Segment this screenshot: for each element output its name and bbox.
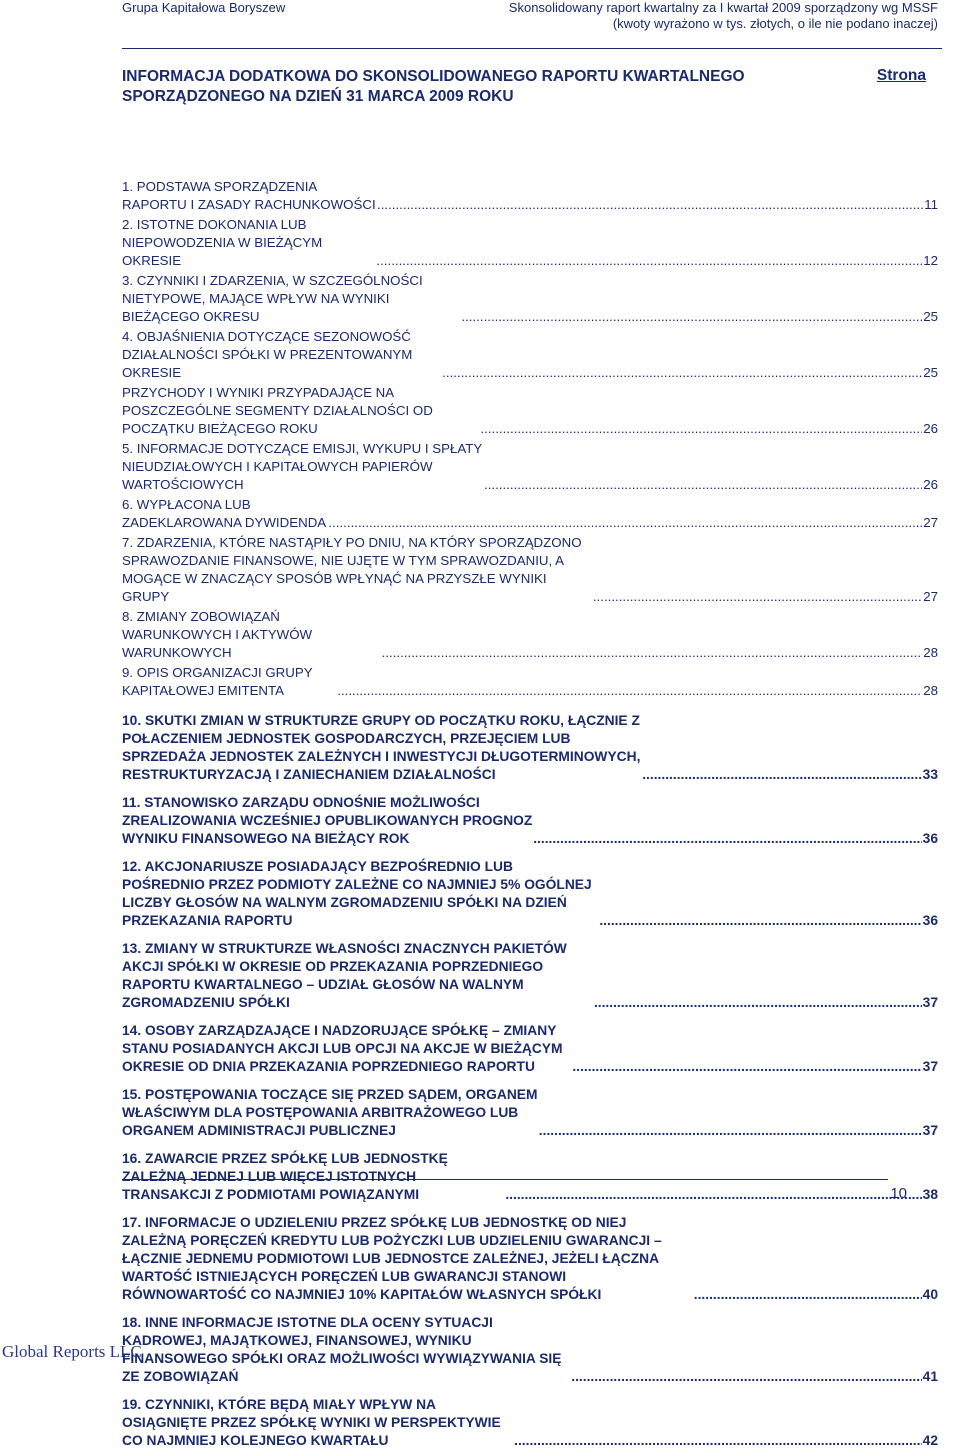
toc-entry-9[interactable]: 9. OPIS ORGANIZACJI GRUPY KAPITAŁOWEJ EMITENTA ..... 28	[122, 664, 938, 700]
page-number: 10	[890, 1185, 907, 1202]
page-column-heading: Strona	[876, 67, 926, 84]
toc-entry-14[interactable]: 14. OSOBY ZARZĄDZAJĄCE I NADZORUJĄCE SPÓŁKĘ – ZMIANY STANU POSIADANYCH AKCJI LUB OPCJI NA AKCJE W BIEŻĄCYM OKRESIE OD DNIA PRZEKAZANIA POPRZEDNIEGO RAPORTU ..... 37	[122, 1022, 938, 1076]
toc-entry-4[interactable]: 4. OBJAŚNIENIA DOTYCZĄCE SEZONOWOŚĆ DZIAŁALNOŚCI SPÓŁKI W PREZENTOWANYM OKRESIE ..... 25	[122, 328, 938, 382]
toc-entry-12[interactable]: 12. AKCJONARIUSZE POSIADAJĄCY BEZPOŚREDNIO LUB POŚREDNIO PRZEZ PODMIOTY ZALEŻNE CO NAJMNIEJ 5% OGÓLNEJ LICZBY GŁOSÓW NA WALNYM ZGROMADZENIU SPÓŁKI NA DZIEŃ PRZEKAZANIA RAPORTU ..... 36	[122, 858, 938, 930]
table-of-contents	[122, 178, 938, 1450]
toc-entry-13[interactable]: 13. ZMIANY W STRUKTURZE WŁASNOŚCI ZNACZNYCH PAKIETÓW AKCJI SPÓŁKI W OKRESIE OD PRZEKAZANIA POPRZEDNIEGO RAPORTU KWARTALNEGO – UDZIAŁ GŁOSÓW NA WALNYM ZGROMADZENIU SPÓŁKI ..... 37	[122, 940, 938, 1012]
document-title	[122, 67, 822, 107]
toc-entry-10[interactable]: 10. SKUTKI ZMIAN W STRUKTURZE GRUPY OD POCZĄTKU ROKU, ŁĄCZNIE Z POŁACZENIEM JEDNOSTEK GOSPODARCZYCH, PRZEJĘCIEM LUB SPRZEDAŻA JEDNOSTEK ZALEŻNYCH I INWESTYCJI DŁUGOTERMINOWYCH, RESTRUKTURYZACJĄ I ZANIECHANIEM DZIAŁALNOŚCI ..... 33	[122, 712, 938, 784]
toc-entry-18[interactable]: 18. INNE INFORMACJE ISTOTNE DLA OCENY SYTUACJI KADROWEJ, MAJĄTKOWEJ, FINANSOWEJ, WYNIKU FINANSOWEGO SPÓŁKI ORAZ MOŻLIWOŚCI WYWIĄZYWANIA SIĘ ZE ZOBOWIĄZAŃ ..... 41	[122, 1314, 938, 1386]
toc-entry-5[interactable]: 5. INFORMACJE DOTYCZĄCE EMISJI, WYKUPU I SPŁATY NIEUDZIAŁOWYCH I KAPITAŁOWYCH PAPIERÓW WARTOŚCIOWYCH ..... 26	[122, 440, 938, 494]
header-report-info	[509, 0, 938, 32]
toc-entry-segments[interactable]: PRZYCHODY I WYNIKI PRZYPADAJĄCE NA POSZCZEGÓLNE SEGMENTY DZIAŁALNOŚCI OD POCZĄTKU BIEŻĄCEGO ROKU ..... 26	[122, 384, 938, 438]
toc-entry-1[interactable]: 1. PODSTAWA SPORZĄDZENIA RAPORTU I ZASADY RACHUNKOWOŚCI ..... 11	[122, 178, 938, 214]
header-company: Grupa Kapitałowa Boryszew	[122, 0, 286, 15]
footer-divider	[122, 1179, 888, 1180]
toc-entry-6[interactable]: 6. WYPŁACONA LUB ZADEKLAROWANA DYWIDENDA ..... 27	[122, 496, 938, 532]
header-report-title: Skonsolidowany raport kwartalny za I kwartał 2009 sporządzony wg MSSF	[508, 0, 938, 15]
toc-entry-19[interactable]: 19. CZYNNIKI, KTÓRE BĘDĄ MIAŁY WPŁYW NA OSIĄGNIĘTE PRZEZ SPÓŁKĘ WYNIKI W PERSPEKTYWIE CO NAJMNIEJ KOLEJNEGO KWARTAŁU ..... 42	[122, 1396, 938, 1450]
toc-entry-8[interactable]: 8. ZMIANY ZOBOWIĄZAŃ WARUNKOWYCH I AKTYWÓW WARUNKOWYCH ..... 28	[122, 608, 938, 662]
toc-entry-7[interactable]: 7. ZDARZENIA, KTÓRE NASTĄPIŁY PO DNIU, NA KTÓRY SPORZĄDZONO SPRAWOZDANIE FINANSOWE, NIE UJĘTE W TYM SPRAWOZDANIU, A MOGĄCE W ZNACZĄCY SPOSÓB WPŁYNĄĆ NA PRZYSZŁE WYNIKI GRUPY ..... 27	[122, 534, 938, 606]
publisher-brand: Global Reports LLC	[2, 1342, 142, 1361]
toc-entry-15[interactable]: 15. POSTĘPOWANIA TOCZĄCE SIĘ PRZED SĄDEM, ORGANEM WŁAŚCIWYM DLA POSTĘPOWANIA ARBITRAŻOWEGO LUB ORGANEM ADMINISTRACJI PUBLICZNEJ ..... 37	[122, 1086, 938, 1140]
header-currency-note: (kwoty wyrażono w tys. złotych, o ile nie podano inaczej)	[612, 16, 938, 31]
toc-entry-11[interactable]: 11. STANOWISKO ZARZĄDU ODNOŚNIE MOŻLIWOŚCI ZREALIZOWANIA WCZEŚNIEJ OPUBLIKOWANYCH PROGNOZ WYNIKU FINANSOWEGO NA BIEŻĄCY ROK ..... 36	[122, 794, 938, 848]
document-title-line-1: INFORMACJA DODATKOWA DO SKONSOLIDOWANEGO RAPORTU KWARTALNEGO	[122, 68, 745, 85]
header-divider	[122, 48, 942, 49]
toc-entry-2[interactable]: 2. ISTOTNE DOKONANIA LUB NIEPOWODZENIA W BIEŻĄCYM OKRESIE ..... 12	[122, 216, 938, 270]
toc-entry-17[interactable]: 17. INFORMACJE O UDZIELENIU PRZEZ SPÓŁKĘ LUB JEDNOSTKĘ OD NIEJ ZALEŻNĄ PORĘCZEŃ KREDYTU LUB POŻYCZKI LUB UDZIELENIU GWARANCJI – ŁĄCZNIE JEDNEMU PODMIOTOWI LUB JEDNOSTCE ZALEŻNEJ, JEŻELI ŁĄCZNA WARTOŚĆ ISTNIEJĄCYCH PORĘCZEŃ LUB GWARANCJI STANOWI RÓWNOWARTOŚĆ CO NAJMNIEJ 10% KAPITAŁÓW WŁASNYCH SPÓŁKI ..... 40	[122, 1214, 938, 1304]
document-title-line-2: SPORZĄDZONEGO NA DZIEŃ 31 MARCA 2009 ROKU	[122, 88, 514, 105]
toc-entry-16[interactable]: 16. ZAWARCIE PRZEZ SPÓŁKĘ LUB JEDNOSTKĘ ZALEŻNĄ JEDNEJ LUB WIĘCEJ ISTOTNYCH TRANSAKCJI Z PODMIOTAMI POWIĄZANYMI ..... 38	[122, 1150, 938, 1204]
toc-entry-3[interactable]: 3. CZYNNIKI I ZDARZENIA, W SZCZEGÓLNOŚCI NIETYPOWE, MAJĄCE WPŁYW NA WYNIKI BIEŻĄCEGO OKRESU ..... 25	[122, 272, 938, 326]
